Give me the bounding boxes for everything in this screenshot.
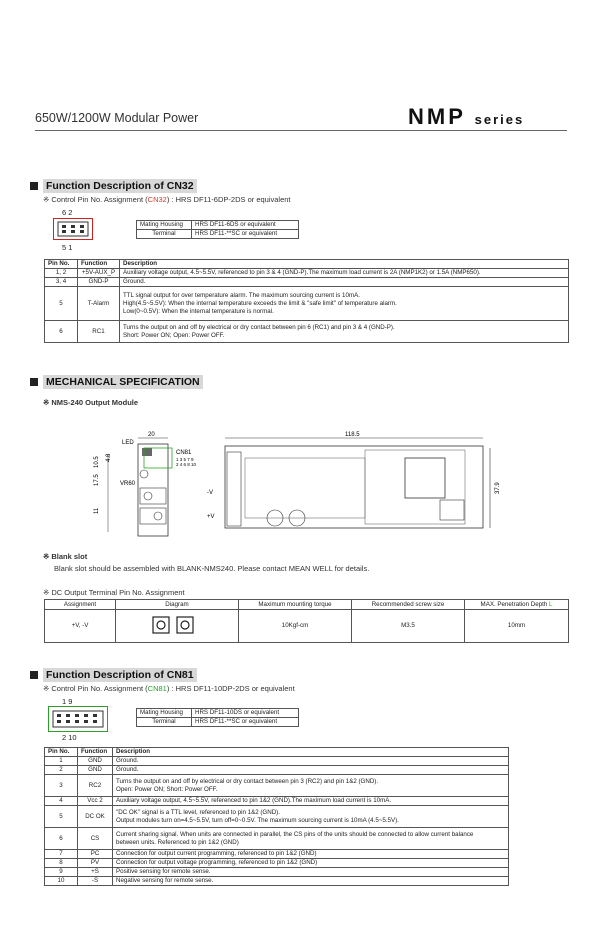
table-row: 5 DC OK "DC OK" signal is a TTL level, referenced to pin 1&2 (GND). Output modules turn on=4.5~5.5V, turn off=0~0.5V. The maximum sourcing current is 10mA (4.5~5.5V). <box>45 806 509 828</box>
led-label: LED <box>122 440 134 446</box>
table-row: Terminal HRS DF11-**SC or equivalent <box>137 718 299 727</box>
cn81-pins-top: 1 3 5 7 9 <box>176 457 194 462</box>
dim-10: 10.5 <box>94 456 100 468</box>
terminal-diagram <box>147 615 207 635</box>
module-front-view-drawing <box>78 428 206 538</box>
table-row: 9 +S Positive sensing for remote sense. <box>45 868 509 877</box>
document-title: 650W/1200W Modular Power <box>35 111 199 125</box>
series-suffix: series <box>474 112 525 127</box>
cn81-connector-diagram <box>48 706 108 732</box>
table-row: 5 T-Alarm TTL signal output for over temperature alarm. The maximum sourcing current is 10mA. High(4.5~5.5V): When the internal temperature exceeds the limit & "safe limit" of temperature alarm. Low(0~0.5V): When the internal temperature is normal. <box>45 287 569 321</box>
section-bullet-icon <box>30 671 38 679</box>
cn81-pin-label-top: 1 9 <box>62 697 73 706</box>
cn32-connector-diagram <box>53 218 93 240</box>
cn81-pin-label-bottom: 2 10 <box>62 733 77 742</box>
section-bullet-icon <box>30 378 38 386</box>
table-row: 1 GND Ground. <box>45 757 509 766</box>
table-row: 10 -S Negative sensing for remote sense. <box>45 877 509 886</box>
module-side-view-drawing <box>205 428 500 538</box>
dim-37: 37.9 <box>495 482 501 494</box>
table-row: 4 Vcc 2 Auxiliary voltage output, 4.5~5.5V, referenced to pin 1&2 (GND).The maximum load current is 10mA. <box>45 797 509 806</box>
table-header-row: Pin No. Function Description <box>45 748 509 757</box>
table-header-row: Pin No. Function Description <box>45 260 569 269</box>
series-title <box>408 104 524 130</box>
mech-section-title: MECHANICAL SPECIFICATION <box>30 375 203 389</box>
dim-17: 17.5 <box>94 474 100 486</box>
table-row: Terminal HRS DF11-**SC or equivalent <box>137 230 299 239</box>
dim-11: 11 <box>94 507 100 514</box>
dc-output-title: ※ DC Output Terminal Pin No. Assignment <box>43 588 185 597</box>
cn81-dim-label: CN81 <box>176 450 192 456</box>
table-row: Mating Housing HRS DF11-6DS or equivalent <box>137 221 299 230</box>
cn81-section-title: Function Description of CN81 <box>30 668 197 682</box>
cn32-housing-table <box>136 220 299 239</box>
cn32-pin-assignment: ※ Control Pin No. Assignment (CN32) : HRS DF11-6DP-2DS or equivalent <box>43 195 291 204</box>
minus-v-label: -V <box>207 490 213 496</box>
header-divider <box>35 130 567 131</box>
table-row: 2 GND Ground. <box>45 766 509 775</box>
blank-slot-title: ※ Blank slot <box>43 552 88 561</box>
table-row: Mating Housing HRS DF11-10DS or equivalent <box>137 709 299 718</box>
plus-v-label: +V <box>207 514 215 520</box>
connector-icon <box>54 219 92 239</box>
dc-output-table <box>44 599 569 643</box>
cn32-function-table <box>44 259 569 343</box>
table-row: 7 PC Connection for output current programming, referenced to pin 1&2 (GND) <box>45 850 509 859</box>
table-row: 3 RC2 Turns the output on and off by electrical or dry contact between pin 3 (RC2) and pin 1&2 (GND). Open: Power ON; Short: Power OFF. <box>45 775 509 797</box>
cn81-housing-table <box>136 708 299 727</box>
cn32-section-title: Function Description of CN32 <box>30 179 197 193</box>
table-row: 3, 4 GND-P Ground. <box>45 278 569 287</box>
cn81-pin-assignment: ※ Control Pin No. Assignment (CN81) : HRS DF11-10DP-2DS or equivalent <box>43 684 295 693</box>
table-row: +V, -V 10Kgf-cm M3.5 10mm <box>45 610 569 643</box>
dim-4: 4.8 <box>106 453 112 462</box>
cn32-pin-label-bottom: 5 1 <box>62 243 73 252</box>
vr-label: VR60 <box>120 481 136 487</box>
cn81-pins-bottom: 2 4 6 8 10 <box>176 462 197 467</box>
dim-20: 20 <box>148 432 155 438</box>
series-name: NMP <box>408 104 466 129</box>
cn81-function-table <box>44 747 509 886</box>
table-row: 8 PV Connection for output voltage programming, referenced to pin 1&2 (GND) <box>45 859 509 868</box>
section-bullet-icon <box>30 182 38 190</box>
module-subtitle: ※ NMS-240 Output Module <box>43 398 139 407</box>
table-header-row: Assignment Diagram Maximum mounting torque Recommended screw size MAX. Penetration Depth L <box>45 600 569 610</box>
table-row: 1, 2 +5V-AUX_P Auxiliary voltage output, 4.5~5.5V, referenced to pin 3 & 4 (GND-P).The maximum load current is 2A (NMP1K2) or 1.5A (NMP650). <box>45 269 569 278</box>
table-row: 6 CS Current sharing signal. When units are connected in parallel, the CS pins of the units should be connected to allow current balance between units. Referenced to pin 1&2 (GND) <box>45 828 509 850</box>
cn32-pin-label-top: 6 2 <box>62 208 73 217</box>
dim-118: 118.5 <box>345 432 360 438</box>
connector-icon <box>49 707 107 731</box>
blank-slot-text: Blank slot should be assembled with BLANK-NMS240. Please contact MEAN WELL for details. <box>54 564 370 573</box>
table-row: 6 RC1 Turns the output on and off by electrical or dry contact between pin 6 (RC1) and pin 3 & 4 (GND-P). Short: Power ON; Open: Power OFF. <box>45 321 569 343</box>
